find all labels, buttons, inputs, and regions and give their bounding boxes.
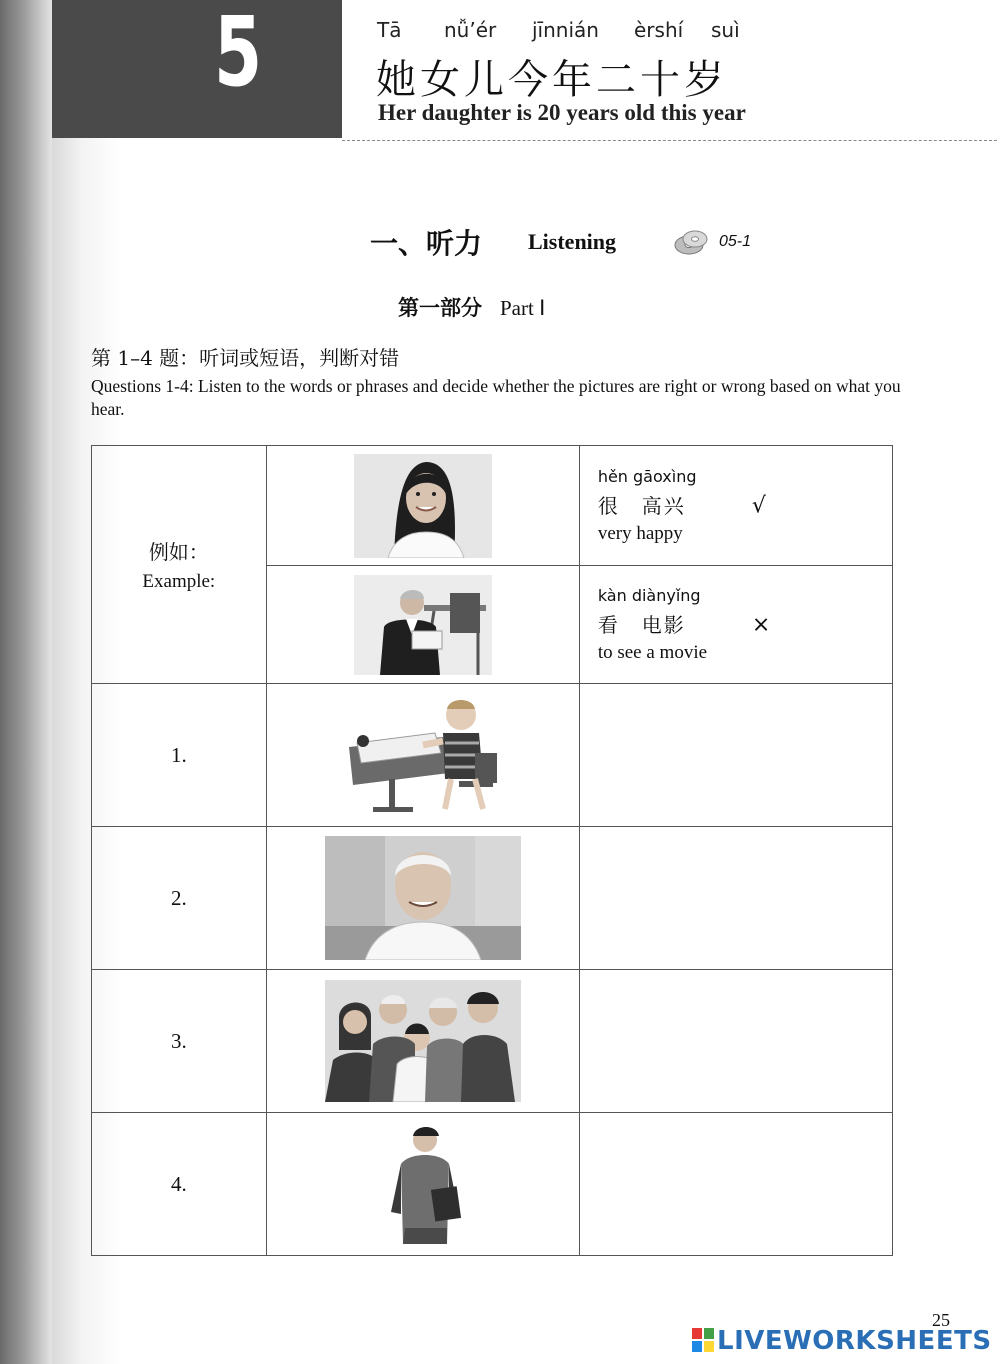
question-number-cell — [92, 970, 267, 1113]
liveworksheets-logo-icon — [692, 1328, 714, 1352]
audio-track-code: 05-1 — [719, 233, 752, 250]
example-answer-cell — [579, 446, 892, 566]
cross-mark-icon: × — [751, 612, 771, 637]
example-pinyin: kàn diànyǐng — [597, 585, 701, 605]
example-english: to see a movie — [597, 641, 708, 663]
example-answer-cell — [579, 566, 892, 684]
elderly-man-portrait-photo — [325, 836, 521, 960]
title-pinyin-3: jīnnián — [532, 18, 599, 42]
liveworksheets-logo-text: LIVEWORKSHEETS — [717, 1326, 992, 1356]
question-number: 2. — [170, 885, 187, 910]
liveworksheets-logo[interactable] — [692, 1326, 992, 1356]
page-number: 25 — [932, 1310, 950, 1330]
example-english: very happy — [597, 522, 683, 544]
example-label-chinese: 例如： — [148, 540, 209, 564]
question-row — [92, 970, 893, 1113]
title-pinyin-1: Tā — [377, 18, 402, 42]
question-picture-cell — [266, 970, 579, 1113]
boy-at-school-desk-photo — [343, 693, 503, 817]
smiling-young-woman-photo — [354, 454, 492, 558]
title-pinyin-5: suì — [711, 18, 740, 42]
young-man-with-backpack-photo — [375, 1124, 471, 1244]
section-heading-english: Listening — [528, 229, 617, 254]
example-picture-cell — [266, 446, 579, 566]
question-answer-cell[interactable] — [579, 1113, 892, 1256]
question-row — [92, 827, 893, 970]
title-pinyin-2: nǚ’ér — [444, 18, 497, 42]
part-heading — [398, 292, 545, 322]
instructions-english: Questions 1-4: Listen to the words or phrases and decide whether the pictures are right or wrong based on what you hear. — [91, 376, 901, 419]
question-number: 4. — [170, 1171, 187, 1196]
lesson-title-chinese: 她女儿今年二十岁 — [376, 57, 728, 103]
example-pinyin: hěn gāoxìng — [597, 466, 697, 486]
check-mark-icon: √ — [751, 493, 766, 518]
question-number-cell — [92, 827, 267, 970]
audio-cd-icon[interactable] — [674, 228, 712, 256]
lesson-number-block — [52, 0, 342, 138]
question-number-cell — [92, 1113, 267, 1256]
section-heading-chinese: 一、听力 — [370, 227, 483, 260]
example-row — [92, 446, 893, 566]
instructions-chinese: 第 1–4 题：听词或短语，判断对错 — [91, 346, 400, 370]
man-in-suit-reading-photo — [354, 575, 492, 675]
family-group-photo — [325, 980, 521, 1102]
question-number: 1. — [170, 742, 187, 767]
example-label-english: Example: — [142, 571, 216, 592]
question-answer-cell[interactable] — [579, 684, 892, 827]
question-picture-cell — [266, 1113, 579, 1256]
question-picture-cell — [266, 684, 579, 827]
question-number-cell — [92, 684, 267, 827]
part-heading-chinese: 第一部分 — [398, 295, 482, 320]
example-label-cell — [92, 446, 267, 684]
question-row — [92, 684, 893, 827]
part-heading-english: Part Ⅰ — [500, 296, 546, 320]
lesson-number: 5 — [214, 0, 263, 108]
question-answer-cell[interactable] — [579, 827, 892, 970]
question-answer-cell[interactable] — [579, 970, 892, 1113]
lesson-title-english: Her daughter is 20 years old this year — [378, 100, 746, 125]
listening-table — [91, 445, 893, 1256]
question-picture-cell — [266, 827, 579, 970]
example-chinese: 看 电影 — [597, 612, 686, 637]
header-divider — [342, 140, 997, 141]
title-pinyin-4: èrshí — [634, 18, 684, 42]
question-row — [92, 1113, 893, 1256]
question-number: 3. — [170, 1028, 187, 1053]
example-chinese: 很 高兴 — [597, 493, 686, 518]
example-picture-cell — [266, 566, 579, 684]
book-spine-shadow — [0, 0, 58, 1364]
